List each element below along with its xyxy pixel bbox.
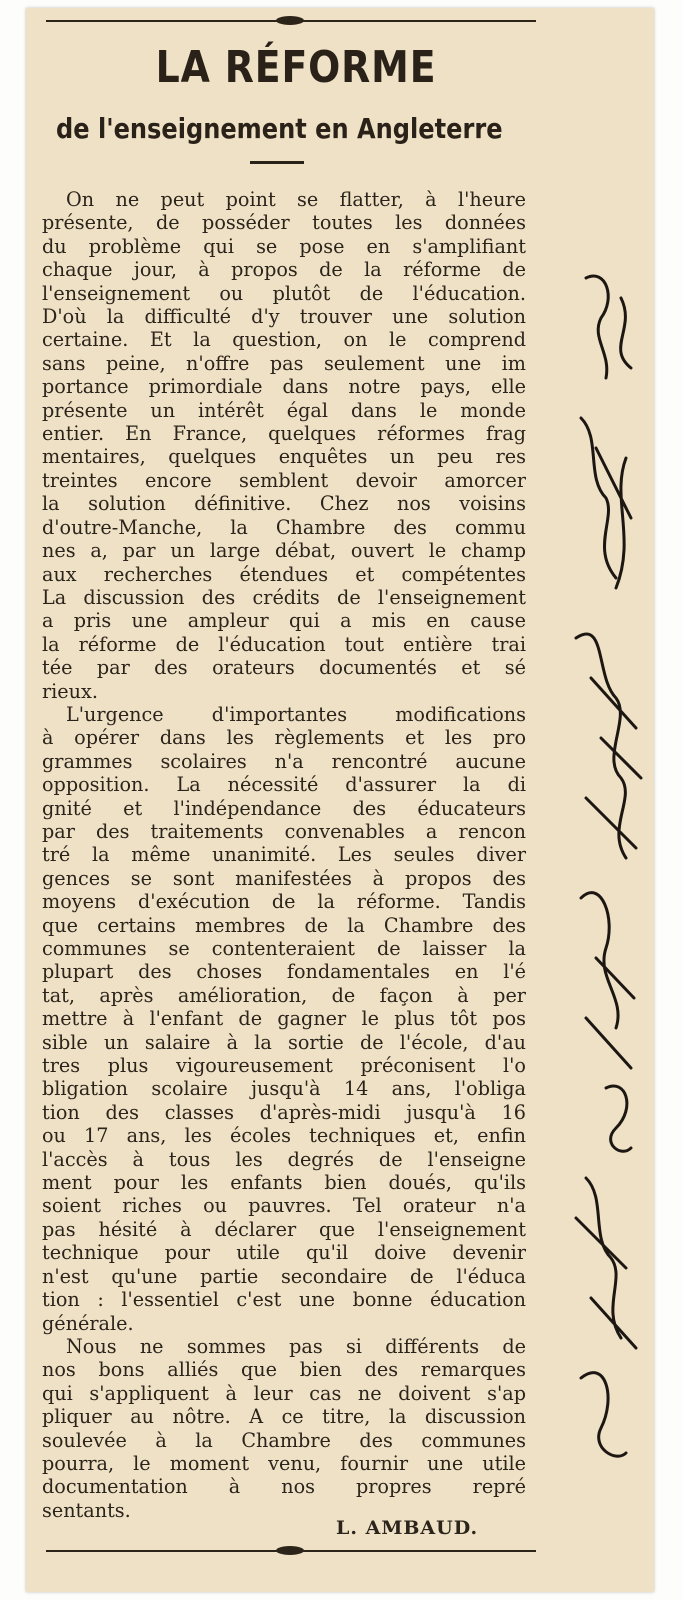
article-line: certaine. Et la question, on le comprend [42, 328, 526, 352]
article-line: aux recherches étendues et compétentes [42, 562, 526, 586]
article-line: mentaires, quelques enquêtes un peu res [42, 445, 526, 469]
article-line: d'outre-Manche, la Chambre des commu [42, 515, 526, 539]
article-line: chaque jour, à propos de la réforme de [42, 258, 526, 282]
article-body [42, 188, 526, 1522]
article-line: soulevée à la Chambre des communes [42, 1428, 526, 1452]
article-line: tion des classes d'après-midi jusqu'à 16 [42, 1100, 526, 1124]
article-line: tat, après amélioration, de façon à per [42, 983, 526, 1007]
article-line: du problème qui se pose en s'amplifiant [42, 234, 526, 258]
article-line: à opérer dans les règlements et les pro [42, 726, 526, 750]
article-line: gnité et l'indépendance des éducateurs [42, 796, 526, 820]
bottom-rule [46, 1550, 536, 1552]
top-rule [46, 20, 536, 22]
article-title: LA RÉFORME [155, 42, 437, 93]
article-line: L'urgence d'importantes modifications [66, 702, 526, 726]
article-line: la réforme de l'éducation tout entière trai [42, 632, 526, 656]
article-line: moyens d'exécution de la réforme. Tandis [42, 890, 526, 914]
article-line: la solution définitive. Chez nos voisins [42, 492, 526, 516]
article-line: gences se sont manifestées à propos des [42, 866, 526, 890]
article-line: rieux. [42, 679, 98, 703]
newspaper-clipping [26, 8, 654, 1592]
article-line: D'où la difficulté d'y trouver une solution [42, 305, 526, 329]
article-line: communes se contenteraient de laisser la [42, 937, 526, 960]
article-subtitle: de l'enseignement en Angleterre [56, 112, 503, 145]
article-line: pas hésité à déclarer que l'enseignement [42, 1217, 526, 1241]
article-line: documentation à nos propres repré [42, 1475, 526, 1499]
article-line: ment pour les enfants bien doués, qu'ils [42, 1171, 526, 1195]
rule-ornament [276, 1546, 304, 1555]
article-line: sans peine, n'offre pas seulement une im [42, 351, 526, 375]
article-line: que certains membres de la Chambre des [42, 913, 526, 937]
article-line: plupart des choses fondamentales en l'é [42, 960, 526, 984]
article-line: entier. En France, quelques réformes frag [42, 422, 526, 446]
article-line: présente, de posséder toutes les données [42, 211, 526, 235]
article-line: La discussion des crédits de l'enseignement [42, 585, 526, 609]
article-line: pliquer au nôtre. A ce titre, la discussion [42, 1405, 526, 1429]
handwritten-annotation [546, 258, 656, 1478]
article-line: nes a, par un large débat, ouvert le champ [42, 539, 526, 563]
article-line: soient riches ou pauvres. Tel orateur n'a [42, 1194, 526, 1218]
article-line: générale. [42, 1311, 134, 1335]
article-line: nos bons alliés que bien des remarques [42, 1358, 526, 1382]
article-line: mettre à l'enfant de gagner le plus tôt pos [42, 1007, 526, 1031]
title-divider [250, 161, 304, 164]
article-line: technique pour utile qu'il doive devenir [42, 1241, 526, 1265]
article-line: tion : l'essentiel c'est une bonne éducation [42, 1288, 526, 1312]
article-line: présente un intérêt égal dans le monde [42, 398, 526, 422]
article-line: portance primordiale dans notre pays, elle [42, 375, 526, 399]
article-line: qui s'appliquent à leur cas ne doivent s'ap [42, 1381, 526, 1405]
article-line: par des traitements convenables a rencon [42, 819, 526, 843]
article-line: grammes scolaires n'a rencontré aucune [42, 749, 526, 773]
article-line: n'est qu'une partie secondaire de l'éduca [42, 1264, 526, 1288]
article-line: tré la même unanimité. Les seules diver [42, 843, 526, 867]
article-line: pourra, le moment venu, fournir une utile [42, 1451, 526, 1475]
article-line: sible un salaire à la sortie de l'école, d'au [42, 1030, 526, 1054]
article-line: tres plus vigoureusement préconisent l'o [42, 1054, 526, 1078]
article-line: ou 17 ans, les écoles techniques et, enfin [42, 1124, 526, 1148]
article-line: l'enseignement ou plutôt de l'éducation. [42, 281, 526, 305]
article-line: bligation scolaire jusqu'à 14 ans, l'obliga [42, 1077, 526, 1101]
article-line: treintes encore semblent devoir amorcer [42, 468, 526, 492]
article-line: opposition. La nécessité d'assurer la di [42, 773, 526, 797]
article-signature: L. AMBAUD. [336, 1517, 479, 1539]
article-line: sentants. [42, 1498, 131, 1522]
article-line: a pris une ampleur qui a mis en cause [42, 609, 526, 633]
rule-ornament [276, 16, 304, 25]
article-line: Nous ne sommes pas si différents de [66, 1334, 526, 1358]
article-line: On ne peut point se flatter, à l'heure [66, 188, 526, 211]
article-line: l'accès à tous les degrés de l'enseigne [42, 1147, 526, 1171]
article-line: tée par des orateurs documentés et sé [42, 656, 526, 680]
